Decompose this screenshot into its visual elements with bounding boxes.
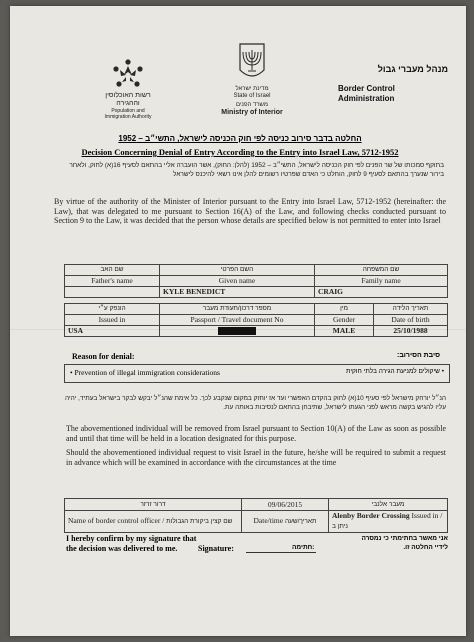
administration-en-line1: Border Control [338,84,395,93]
family-label-en: Family name [315,276,448,287]
future-visit-paragraph-en: Should the abovementioned individual request to visit Israel in the future, he/she will be required to submit a request in advance which will be examined in accordance with the circumstances at the time [66,448,446,467]
officer-issued-label [329,511,448,533]
dob-label-heb: תאריך הלידה [374,304,448,315]
signature-label: Signature: [198,544,234,553]
removal-paragraph-heb: הנ״ל יורחק מישראל לפי סעיף 10(א) לחוק בהקדם האפשרי ועד אז יוחזק במקום שנקבע לכך. כל אימת שהנ״ל יבקש לבקר בישראל בעתיד, יהיה עליו להגיש בקשה מראש לפני הגעתו לישראל, שתיבחן בהתאם לנסיבות באותה עת. [64,395,446,411]
issued-value: USA [65,326,160,337]
issued-label-en: Issued in [65,315,160,326]
authority-name-heb: רשות האוכלוסין וההגירה [105,92,151,107]
confirmation-en-line2: the decision was delivered to me. [66,544,178,553]
reason-label-en: Reason for denial: [72,352,135,361]
document-title-en: Decision Concerning Denial of Entry According to the Entry into Israel Law, 5712-1952 [81,147,399,157]
dob-value: 25/10/1988 [374,326,448,337]
confirmation-heb-line1: אני מאשר בחתימתי כי נמסרה [361,535,448,542]
given-value: KYLE BENEDICT [160,287,315,298]
intro-paragraph-heb: בתוקף סמכותו של שר הפנים לפי חוק הכניסה לישראל, התשי״ב – 1952 (להלן: החוק), אשר הועברה אליי בהתאם לסעיף 16(א) לחוק, ולאחר בירור שנערך בהתאם לסעיף 9 לחוק, הוחלט כי האדם שפרטיו רשומים להלן אינו רשאי להיכנס לישראל [69,162,444,178]
officer-place-value [329,499,448,511]
ministry-name-heb: משרד הפנים [236,102,268,108]
authority-logo [98,58,158,120]
state-emblem [230,42,274,87]
place-value-en: Alenby Border Crossing [332,511,410,520]
reason-item-en-text: Prevention of illegal immigration considerations [74,368,220,377]
father-value [65,287,160,298]
administration-heb: מנהל מעברי גבול [377,64,448,74]
confirmation-heb [318,534,448,552]
gender-label-heb: מין [315,304,374,315]
removal-paragraph-en: The abovementioned individual will be removed from Israel pursuant to Section 10(A) of the Law as soon as possible and until that time will be held in a location designated for this purpose. [66,424,446,443]
administration-en-line2: Administration [338,94,395,103]
signature-label-heb: חתימה: [292,544,315,551]
paper-fold [10,329,466,330]
gender-value: MALE [315,326,374,337]
state-name-heb: מדינת ישראל [235,86,269,92]
father-label-heb: שם האב [65,265,160,276]
family-label-heb: שם המשפחה [315,265,448,276]
person-names-table [64,264,448,298]
given-label-en: Given name [160,276,315,287]
given-label-heb: השם הפרטי [160,265,315,276]
officer-date-label-heb: תאריך/שעה [284,518,317,525]
document-sheet [10,6,466,636]
father-label-en: Father's name [65,276,160,287]
family-value: CRAIG [315,287,448,298]
officer-date-label-en: Date/time [253,516,284,525]
signature-line[interactable] [246,551,316,553]
issued-label-heb: הונפק ע״י [65,304,160,315]
state-name-en: State of Israel [233,93,271,99]
ministry-block [205,86,299,116]
officer-table [64,498,448,533]
confirmation-heb-line2: לידיי החלטה זו. [403,544,448,551]
officer-name-label-en: Name of border control officer / [68,516,165,525]
person-document-table [64,303,448,337]
document-title-heb: החלטה בדבר סירוב כניסה לפי חוק הכניסה לישראל, התשי״ב – 1952 [118,134,362,143]
ministry-name-en: Ministry of Interior [221,109,283,116]
reason-label-heb: סיבת הסירוב: [397,352,440,359]
authority-name-en: Population and Immigration Authority [104,108,152,120]
passport-label-en: Passport / Travel document No [160,315,315,326]
passport-label-heb: מספר דרכון/תעודת מעבר [160,304,315,315]
star-logo-icon [106,58,150,92]
officer-issued-label-heb: ניתן ב [332,523,348,530]
officer-issued-label-en: Issued in / [411,511,443,520]
passport-value [160,326,315,337]
officer-name-label-heb: שם קצין ביקורת הגבולות [166,518,233,525]
administration-block [338,64,448,104]
officer-name-value: דרור זרזר [65,499,242,511]
intro-paragraph-en: By virtue of the authority of the Minister of Interior pursuant to the Entry into Israel Law, 5712-1952 (hereinafter: the Law), that was delegated to me pursuant to Section 16(A) of the Law, and following checks conducted pursuant to Section 9 to the Law, it was decided that the person whose details are specified below is not permitted to enter into Israel [54,197,446,225]
gender-label-en: Gender [315,315,374,326]
officer-name-label [65,511,242,533]
confirmation-en-line1: I hereby confirm by my signature that [66,534,197,543]
officer-date-label [242,511,329,533]
reason-item-heb: • שיקולים למניעת הגירה בלתי חוקית [345,368,444,375]
dob-label-en: Date of birth [374,315,448,326]
reason-item-heb-text: שיקולים למניעת הגירה בלתי חוקית [345,368,440,375]
officer-date-value: 09/06/2015 [242,499,329,511]
reason-item-en: • Prevention of illegal immigration considerations [70,368,220,377]
place-value-heb: מעבר אלנבי [371,501,405,508]
menorah-emblem-icon [237,42,267,82]
